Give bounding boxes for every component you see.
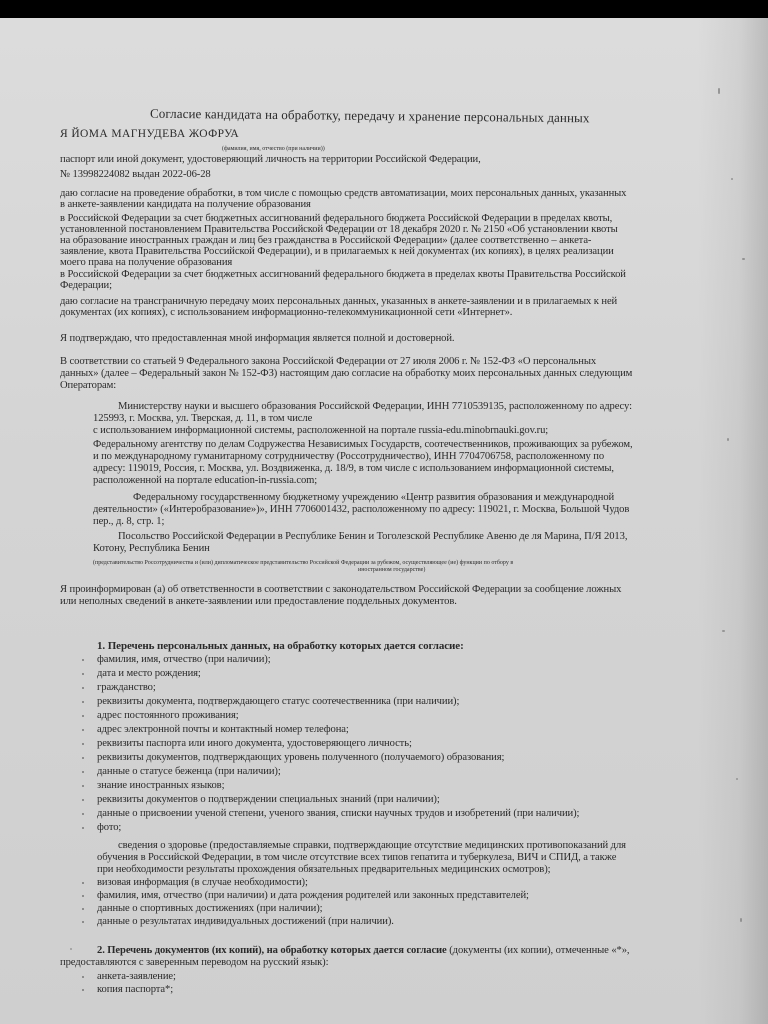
bullet-mark: [82, 827, 84, 829]
section2-heading-bold: 2. Перечень документов (их копий), на обработку которых дается согласие: [97, 945, 447, 956]
consent-paragraph-line: на образование иностранных граждан и лиц без гражданства в Российской Федерации» (далее соответственно – анкета-: [60, 235, 592, 246]
bullet-mark: [82, 799, 84, 801]
confirmation-line: Я подтверждаю, что предоставленная мной информация является полной и достоверной.: [60, 333, 455, 344]
section2-subline: предоставляются с заверенным переводом на русский язык):: [60, 957, 329, 968]
embassy-caption: (представительство Россотрудничества и (или) дипломатическое представительство Российской Федерации за рубежом, осуществляющее (ие) функции по отбору в: [93, 560, 514, 566]
section1-item: реквизиты документов о подтверждении специальных знаний (при наличии);: [97, 794, 440, 805]
section1-item: реквизиты документов, подтверждающих уровень полученного (получаемого) образования;: [97, 752, 505, 763]
bullet-mark: [82, 701, 84, 703]
operator-embassy: Посольство Российской Федерации в Республике Бенин и Тоголезской Республике Авеню де ля Марина, П/Я 2013,: [118, 531, 628, 542]
bullet-mark: [82, 976, 84, 978]
passport-number: № 13998224082 выдан 2022-06-28: [60, 169, 211, 180]
section1-item: реквизиты документа, подтверждающего статус соотечественника (при наличии);: [97, 696, 460, 707]
section2-heading: [97, 945, 629, 957]
crossborder-line: даю согласие на трансграничную передачу моих персональных данных, указанных в анкете-заявлении и в прилагаемых к ней: [60, 296, 618, 307]
section1-item: знание иностранных языков;: [97, 780, 225, 791]
scan-speck: [70, 948, 72, 950]
consent-paragraph-line: в Российской Федерации за счет бюджетных ассигнований федерального бюджета Российской Федерации в пределах квоты,: [60, 213, 613, 224]
crossborder-line: документах (их копиях), с использованием информационно-телекоммуникационной сети «Интернет».: [60, 307, 513, 318]
scan-edge-shadow: [698, 18, 768, 1024]
document-content: [0, 18, 768, 1024]
section1-item: при необходимости результаты прохождения обязательных предварительных медицинских осмотров);: [97, 864, 551, 875]
bullet-mark: [82, 729, 84, 731]
document-title: Согласие кандидата на обработку, передачу и хранение персональных данных: [149, 105, 590, 126]
section1-item: дата и место рождения;: [97, 668, 201, 679]
name-caption: (фамилия, имя, отчество (при наличии)): [222, 146, 325, 152]
bullet-mark: [82, 659, 84, 661]
section1-item: сведения о здоровье (предоставляемые справки, подтверждающие отсутствие медицинских противопоказаний для: [118, 840, 626, 851]
section1-item: фамилия, имя, отчество (при наличии) и дата рождения родителей или законных представителей;: [97, 890, 529, 901]
operator-ministry: Министерству науки и высшего образования Российской Федерации, ИНН 7710539135, расположенному по адресу:: [118, 401, 632, 412]
section1-item: данные о спортивных достижениях (при наличии);: [97, 903, 323, 914]
bullet-mark: [82, 757, 84, 759]
applicant-name: Я ЙОМА МАГНУДЕВА ЖОФРУА: [60, 128, 240, 140]
bullet-mark: [82, 813, 84, 815]
section2-item: копия паспорта*;: [97, 984, 174, 995]
consent-paragraph-line: в анкете-заявлении кандидата на получение образования: [60, 199, 311, 210]
section1-item: фото;: [97, 822, 122, 833]
operator-interobr: пер., д. 8, стр. 1;: [93, 516, 165, 527]
consent-paragraph-line: моего права на получение образования: [60, 257, 233, 268]
embassy-caption: иностранном государстве): [358, 567, 426, 573]
operator-rossotrud: Федеральному агентству по делам Содружества Независимых Государств, соотечественников, проживающих за рубежом,: [93, 439, 633, 450]
responsibility-line: Я проинформирован (а) об ответственности в соответствии с законодательством Российской Федерации за сообщение ложных: [60, 584, 622, 595]
law-paragraph-line: Операторам:: [60, 380, 117, 391]
law-paragraph-line: В соответствии со статьей 9 Федерального закона Российской Федерации от 27 июля 2006 г. № 152-ФЗ «О персональных: [60, 356, 597, 367]
section1-item: фамилия, имя, отчество (при наличии);: [97, 654, 271, 665]
bullet-mark: [82, 743, 84, 745]
consent-paragraph-line: даю согласие на проведение обработки, в том числе с помощью средств автоматизации, моих персональных данных, указанных: [60, 188, 627, 199]
bullet-mark: [82, 715, 84, 717]
bullet-mark: [82, 785, 84, 787]
operator-embassy: Котону, Республика Бенин: [93, 543, 210, 554]
bullet-mark: [82, 673, 84, 675]
section1-item: данные о статусе беженца (при наличии);: [97, 766, 281, 777]
bullet-mark: [82, 771, 84, 773]
section1-item: адрес электронной почты и контактный номер телефона;: [97, 724, 349, 735]
operator-rossotrud: и по международному гуманитарному сотрудничеству (Россотрудничество), ИНН 7704706758, расположенному по: [93, 451, 605, 462]
section1-item: реквизиты паспорта или иного документа, удостоверяющего личность;: [97, 738, 412, 749]
operator-rossotrud: адресу: 119019, Россия, г. Москва, ул. Воздвиженка, д. 18/9, в том числе с использованием информационной системы,: [93, 463, 614, 474]
bullet-mark: [82, 989, 84, 991]
section1-item: визовая информация (в случае необходимости);: [97, 877, 308, 888]
operator-rossotrud: расположенной на портале education-in-russia.com;: [93, 475, 318, 486]
consent-paragraph-line: Федерации;: [60, 280, 112, 291]
section2-heading-tail: (документы (их копии), отмеченные «*»,: [449, 945, 630, 956]
passport-line: паспорт или иной документ, удостоверяющий личность на территории Российской Федерации,: [60, 154, 481, 165]
law-paragraph-line: данных» (далее – Федеральный закон № 152-ФЗ) настоящим даю согласие на обработку моих персональных данных следующим: [60, 368, 633, 379]
bullet-mark: [82, 882, 84, 884]
section1-item: данные о результатах индивидуальных достижений (при наличии).: [97, 916, 394, 927]
consent-paragraph-line: установленной постановлением Правительства Российской Федерации от 18 декабря 2020 г. № 2150 «Об установлении квоты: [60, 224, 618, 235]
operator-ministry: 125993, г. Москва, ул. Тверская, д. 11, в том числе: [93, 413, 313, 424]
operator-interobr: деятельности» («Интеробразование»)», ИНН 7706001432, расположенному по адресу: 119021, г. Москва, Большой Чудов: [93, 504, 630, 515]
section1-item: адрес постоянного проживания;: [97, 710, 239, 721]
consent-paragraph-line: в Российской Федерации за счет бюджетных ассигнований федерального бюджета в пределах квоты Правительства Российской: [60, 269, 626, 280]
operator-interobr: Федеральному государственному бюджетному учреждению «Центр развития образования и международной: [133, 492, 615, 503]
document-sheet: [0, 18, 768, 1024]
bullet-mark: [82, 908, 84, 910]
bullet-mark: [82, 921, 84, 923]
consent-paragraph-line: заявление, квота Правительства Российской Федерации), и в прилагаемых к ней документах (их копиях), в целях реализации: [60, 246, 614, 257]
section2-item: анкета-заявление;: [97, 971, 176, 982]
responsibility-line: или неполных сведений в анкете-заявлении или предоставление поддельных документов.: [60, 596, 457, 607]
section1-item: обучения в Российской Федерации, в том числе отсутствие всех типов гепатита и туберкулеза, ВИЧ и СПИД, а также: [97, 852, 617, 863]
section1-item: данные о присвоении ученой степени, ученого звания, списки научных трудов и изобретений (при наличии);: [97, 808, 580, 819]
section1-heading: 1. Перечень персональных данных, на обработку которых дается согласие:: [97, 640, 464, 652]
bullet-mark: [82, 687, 84, 689]
bullet-mark: [82, 895, 84, 897]
operator-ministry: с использованием информационной системы, расположенной на портале russia-edu.minobrnauki.gov.ru;: [93, 425, 549, 436]
section1-item: гражданство;: [97, 682, 156, 693]
